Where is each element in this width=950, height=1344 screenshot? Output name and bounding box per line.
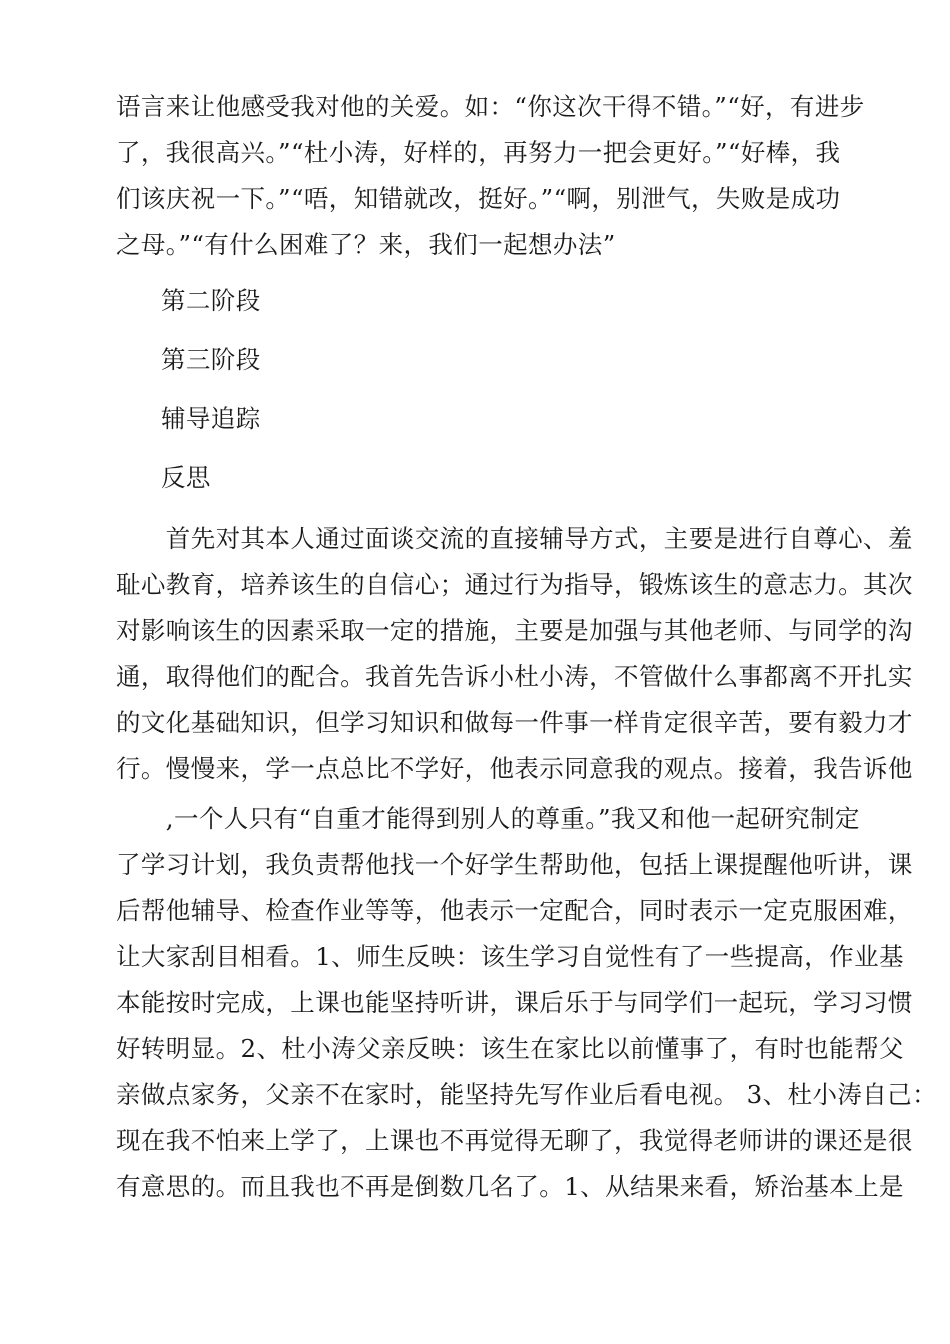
text-line: 有意思的。而且我也不再是倒数几名了。1、从结果来看，矫治基本上是 bbox=[116, 1172, 904, 1201]
text-line: 后帮他辅导、检查作业等等，他表示一定配合，同时表示一定克服困难， bbox=[116, 896, 913, 925]
text-line: 让大家刮目相看。1、师生反映：该生学习自觉性有了一些提高，作业基 bbox=[116, 942, 904, 971]
paragraph-praise-phrases bbox=[116, 84, 865, 268]
text-line: 耻心教育，培养该生的自信心；通过行为指导，锻炼该生的意志力。其次 bbox=[116, 570, 913, 599]
text-line: 了，我很高兴。”“杜小涛，好样的，再努力一把会更好。”“好棒，我 bbox=[116, 138, 841, 167]
text-line: 语言来让他感受我对他的关爱。如：“你这次干得不错。”“好，有进步 bbox=[116, 92, 865, 121]
text-line: 首先对其本人通过面谈交流的直接辅导方式，主要是进行自尊心、羞 bbox=[116, 524, 913, 553]
text-line: 的文化基础知识，但学习知识和做每一件事一样肯定很辛苦，要有毅力才 bbox=[116, 708, 913, 737]
text-line: 行。慢慢来，学一点总比不学好，他表示同意我的观点。接着，我告诉他 bbox=[116, 754, 913, 783]
text-line: 了学习计划，我负责帮他找一个好学生帮助他，包括上课提醒他听讲，课 bbox=[116, 850, 913, 879]
heading-reflection: 反思 bbox=[161, 463, 211, 492]
text-line: 本能按时完成，上课也能坚持听讲，课后乐于与同学们一起玩，学习习惯 bbox=[116, 988, 913, 1017]
text-line: 亲做点家务，父亲不在家时，能坚持先写作业后看电视。 3、杜小涛自己： bbox=[116, 1080, 937, 1109]
text-line: 们该庆祝一下。”“唔，知错就改，挺好。”“啊，别泄气，失败是成功 bbox=[116, 184, 841, 213]
text-line: 好转明显。2、杜小涛父亲反映：该生在家比以前懂事了，有时也能帮父 bbox=[116, 1034, 904, 1063]
text-line: 通，取得他们的配合。我首先告诉小杜小涛，不管做什么事都离不开扎实 bbox=[116, 662, 913, 691]
heading-stage-2: 第二阶段 bbox=[161, 286, 261, 315]
text-line: 之母。”“有什么困难了？来，我们一起想办法” bbox=[116, 230, 616, 259]
text-line: ,一个人只有“自重才能得到别人的尊重。”我又和他一起研究制定 bbox=[116, 804, 860, 833]
heading-tracking: 辅导追踪 bbox=[161, 404, 261, 433]
paragraph-results bbox=[116, 796, 937, 1210]
heading-stage-3: 第三阶段 bbox=[161, 345, 261, 374]
text-line: 现在我不怕来上学了，上课也不再觉得无聊了，我觉得老师讲的课还是很 bbox=[116, 1126, 913, 1155]
text-line: 对影响该生的因素采取一定的措施，主要是加强与其他老师、与同学的沟 bbox=[116, 616, 913, 645]
paragraph-reflection-body bbox=[116, 516, 913, 792]
